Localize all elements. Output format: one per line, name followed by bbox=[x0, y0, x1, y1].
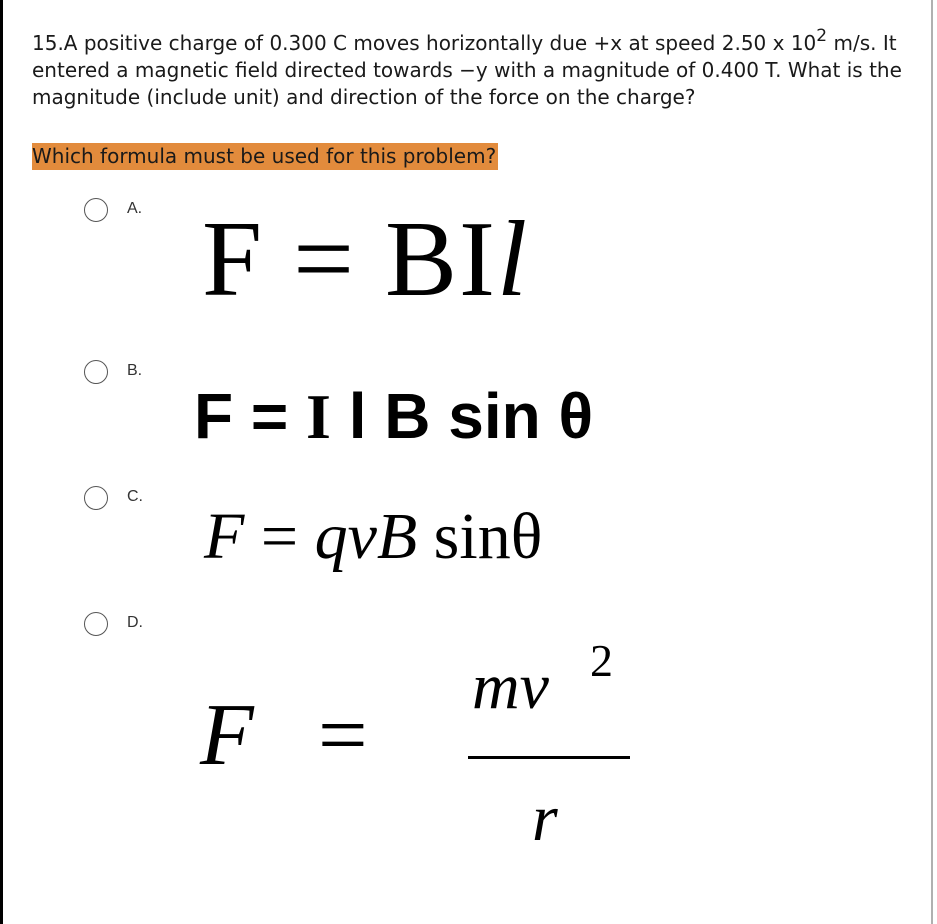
formula-d-equals: = bbox=[318, 687, 368, 784]
option-d[interactable] bbox=[0, 610, 930, 860]
formula-b-lhs: F bbox=[194, 380, 234, 452]
formula-d-denominator: r bbox=[532, 782, 558, 855]
option-a-letter: A. bbox=[127, 200, 143, 217]
question-text-start: 15.A positive charge of 0.300 C moves horizontally due +x at speed 2.50 x 10 bbox=[32, 31, 817, 55]
radio-option-b[interactable] bbox=[84, 360, 108, 384]
formula-b-equals: = bbox=[250, 380, 289, 452]
formula-a-equals: = bbox=[293, 200, 356, 319]
formula-b-length: l bbox=[348, 380, 367, 452]
question-exponent: 2 bbox=[816, 26, 828, 46]
formula-c-theta: θ bbox=[510, 500, 543, 573]
formula-c-qvb: qvB bbox=[314, 500, 418, 573]
formula-b-current: I bbox=[306, 381, 331, 452]
formula-d-exponent: 2 bbox=[590, 635, 613, 686]
formula-d-lhs: F bbox=[200, 687, 254, 784]
option-c[interactable] bbox=[0, 478, 930, 578]
question-text-end: m/s. It entered a magnetic field directed towards −y with a magnitude of 0.400 T. What is the magnitude (include unit) and direction of the force on the charge? bbox=[32, 31, 902, 109]
formula-c-lhs: F bbox=[204, 500, 245, 573]
formula-a-rhs: BI bbox=[385, 200, 497, 319]
formula-d-fraction-bar bbox=[468, 756, 630, 759]
question-text bbox=[32, 26, 912, 111]
formula-b-sin: sin bbox=[448, 380, 541, 452]
option-b[interactable] bbox=[0, 358, 930, 458]
formula-b-field: B bbox=[384, 380, 431, 452]
formula-a bbox=[202, 200, 530, 319]
formula-d-numerator: mv bbox=[472, 650, 549, 723]
formula-c bbox=[204, 500, 543, 573]
formula-b bbox=[194, 380, 594, 452]
radio-option-a[interactable] bbox=[84, 198, 108, 222]
formula-b-theta: θ bbox=[558, 380, 594, 452]
formula-c-sin: sin bbox=[433, 500, 511, 573]
formula-c-equals: = bbox=[260, 500, 299, 573]
formula-d bbox=[0, 610, 930, 860]
formula-a-length: l bbox=[497, 200, 530, 319]
option-d-letter: D. bbox=[127, 614, 143, 631]
option-c-letter: C. bbox=[127, 488, 143, 505]
option-a[interactable] bbox=[0, 190, 930, 330]
option-b-letter: B. bbox=[127, 362, 143, 379]
question-prompt: Which formula must be used for this problem? bbox=[32, 144, 497, 168]
radio-option-c[interactable] bbox=[84, 486, 108, 510]
formula-a-lhs: F bbox=[202, 200, 265, 319]
